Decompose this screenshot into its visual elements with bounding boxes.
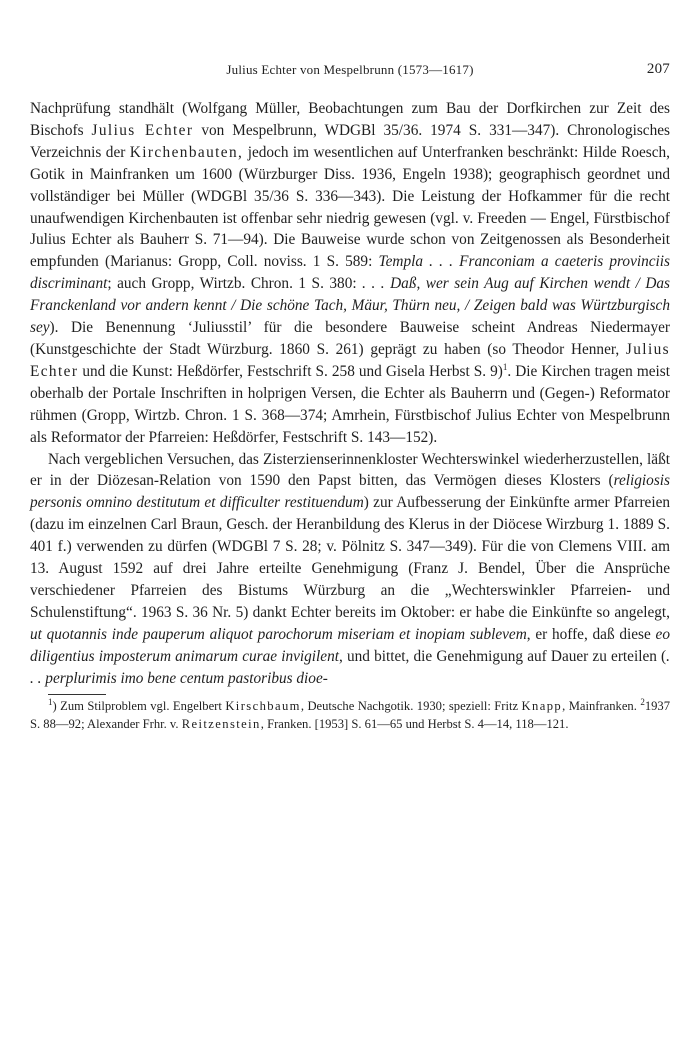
p1-spaced-name-2: Julius Echter bbox=[30, 340, 670, 380]
fn-text-3: , Mainfranken. bbox=[562, 699, 641, 714]
fn-text-5: , Franken. [1953] S. 61—65 und Herbst S. 4—14, 118—121. bbox=[260, 717, 569, 732]
p1-text-6: und die Kunst: Heßdörfer, Festschrift S. 258 und Gisela Herbst S. 9) bbox=[78, 362, 503, 380]
footnote-rule bbox=[48, 694, 106, 695]
fn-text-1: ) Zum Stilproblem vgl. Engelbert bbox=[52, 699, 226, 714]
p1-spaced-heading: Kirchenbauten, bbox=[129, 143, 244, 161]
p2-text-1: Nach vergeblichen Versuchen, das Zisterzienserinnenkloster Wechterswinkel wiederherzustellen, läßt er in der Diözesan-Relation von 1590 den Papst bitten, das Vermögen dieses Klosters ( bbox=[30, 450, 670, 490]
footnote bbox=[30, 697, 670, 733]
p1-text-3: jedoch im wesentlichen auf Unterfranken beschränkt: Hilde Roesch, Gotik in Mainfranken um 1600 (Würzburger Diss. 1936, Engeln 1938); geographisch geordnet und vollständiger bei Müller (WDGBl 35/36 S. 336—343). Die Leistung der Hofkammer für die recht unaufwendigen Kirchenbauten ist offenbar sehr niedrig gewesen (vgl. v. Freeden — Engel, Fürstbischof Julius Echter als Bauherr S. 71—94). Die Bauweise wurde schon von Zeitgenossen als Besonderheit empfunden (Marianus: Gropp, Coll. noviss. 1 S. 589: bbox=[30, 143, 670, 271]
p1-text-4: ; auch Gropp, Wirtzb. Chron. 1 S. 380: bbox=[107, 275, 363, 293]
p1-text-5: ). Die Benennung ‘Juliusstil’ für die besondere Bauweise scheint Andreas Niedermayer (Kunstgeschichte der Stadt Würzburg. 1860 S. 261) geprägt zu haben (so Theodor Henner, bbox=[30, 319, 670, 358]
p1-text-7: . Die Kirchen tragen meist oberhalb der Portale Inschriften in holprigen Versen, die Echter als Bauherrn und (Gegen-) Reformator rühmen (Gropp, Wirtzb. Chron. 1 S. 368—374; Amrhein, Fürstbischof Julius Echter von Mespelbrunn als Reformator der Pfarreien: Heßdörfer, Festschrift S. 143—152). bbox=[30, 362, 670, 446]
fn-author-1: Kirschbaum bbox=[225, 699, 301, 714]
p1-text-2: von Mespelbrunn, WDGBl 35/36. 1974 S. 331—347). Chronologisches Verzeichnis der bbox=[30, 121, 670, 161]
p1-spaced-name-1: Julius Echter bbox=[91, 121, 194, 139]
p2-text-2: ) zur Aufbesserung der Einkünfte armer Pfarreien (dazu im einzelnen Carl Braun, Gesch. der Heranbildung des Klerus in der Diöcese Wirzburg 1. 1889 S. 401 f.) verwenden zu dürfen (WDGBl 7 S. 28; v. Pölnitz S. 347—349). Für die von Clemens VIII. am 13. August 1592 auf drei Jahre erteilte Genehmigung (Franz J. Bendel, Über die Ansprüche verschiedener Pfarreien des Bistums Würzburg an die „Wechterswinkler Pfarreien- und Schulenstiftung“. 1963 S. 36 Nr. 5) dankt Echter bereits im Oktober: er habe die Einkünfte so angelegt, bbox=[30, 494, 671, 621]
body-text bbox=[30, 98, 670, 689]
p2-latin-4: . . . perplurimis imo bene centum pastoribus dioe- bbox=[30, 647, 670, 687]
p1-text-1: Nachprüfung standhält (Wolfgang Müller, Beobachtungen zum Bau der Dorfkirchen zur Zeit des Bischofs bbox=[30, 100, 670, 139]
p1-latin-quote: Templa . . . Franconiam a caeteris provinciis discriminant bbox=[30, 253, 670, 293]
p2-latin-1: religiosis personis omnino destitutum et difficulter restituendum bbox=[30, 472, 670, 512]
paragraph-2 bbox=[30, 449, 670, 690]
running-header bbox=[30, 62, 670, 82]
fn-edition-mark: 2 bbox=[640, 697, 645, 708]
p1-german-verse: . . . Daß, wer sein Aug auf Kirchen wendt / Das Franckenland vor andern kennt / Die schöne Tach, Mäur, Thürn neu, / Zeigen bald was Würtzburgisch sey bbox=[30, 275, 671, 337]
p2-latin-2: ut quotannis inde pauperum aliquot parochorum miseriam et inopiam sublevem bbox=[30, 625, 527, 643]
page-number: 207 bbox=[646, 61, 670, 77]
p2-latin-3: eo diligentius imposterum animarum curae invigilent bbox=[30, 625, 670, 665]
p2-text-3: , er hoffe, daß diese bbox=[526, 625, 656, 643]
book-page bbox=[30, 62, 670, 733]
fn-text-4: 1937 S. 88—92; Alexander Frhr. v. bbox=[30, 699, 670, 732]
fn-author-3: Reitzenstein bbox=[181, 717, 261, 732]
fn-author-2: Knapp bbox=[521, 699, 563, 714]
footnote-reference[interactable]: 1 bbox=[502, 361, 508, 372]
fn-text-2: , Deutsche Nachgotik. 1930; speziell: Fritz bbox=[300, 699, 522, 714]
p2-text-4: , und bittet, die Genehmigung auf Dauer zu erteilen ( bbox=[338, 647, 667, 665]
paragraph-1 bbox=[30, 98, 670, 449]
footnote-mark: 1 bbox=[48, 697, 53, 708]
running-title: Julius Echter von Mespelbrunn (1573—1617) bbox=[226, 62, 474, 77]
